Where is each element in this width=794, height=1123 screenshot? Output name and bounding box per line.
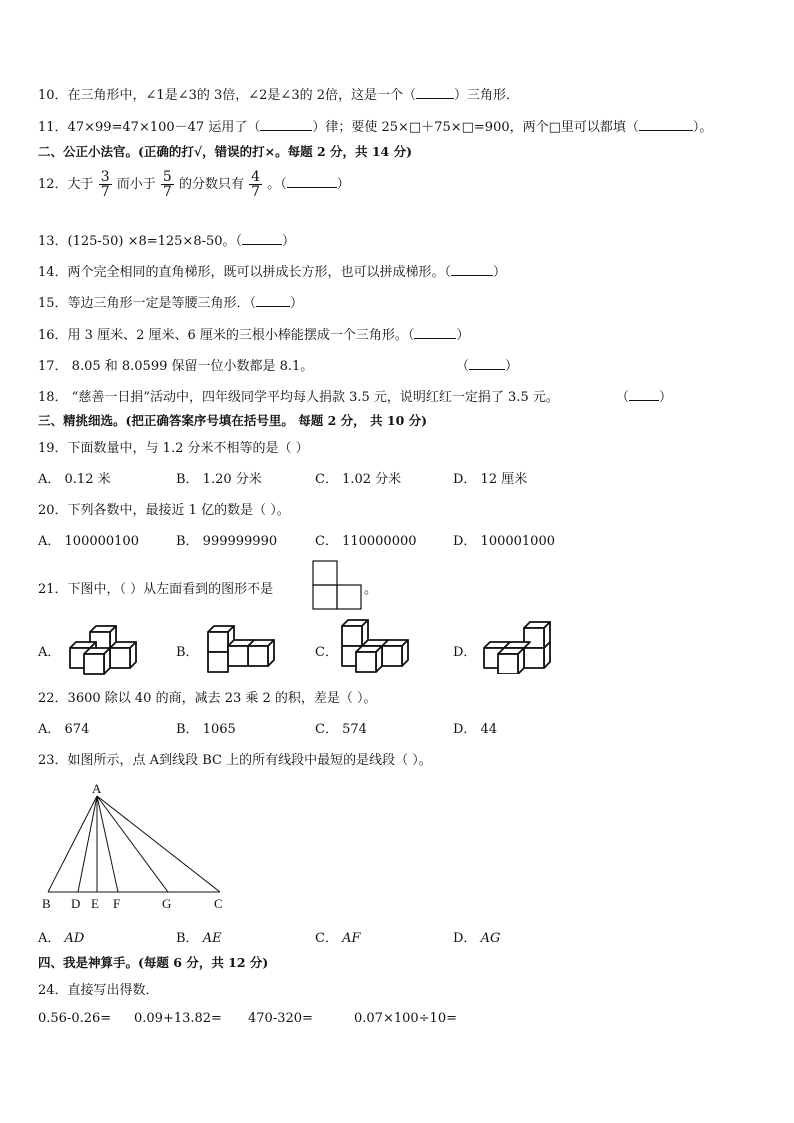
question-12: 12．大于 $\frac{3}{7}$ 而小于 $\frac{5}{7}$ 的分数只有 $\frac{4}{7}$ 。（ ） [38, 169, 350, 200]
fraction-3-7: $\frac{3}{7}$ [100, 169, 110, 200]
q23-option-b[interactable]: B． AE [176, 931, 222, 946]
calc-item[interactable]: 0.56-0.26= [38, 1011, 112, 1026]
q21-option-d[interactable]: D． [453, 645, 477, 660]
question-12-pre: 12．大于 [38, 177, 94, 192]
question-11-mid: ）律；要使 25×□＋75×□=900，两个□里可以都填（ [312, 120, 639, 135]
section-4-heading: 四、我是神算手。(每题 6 分，共 12 分) [38, 955, 269, 970]
question-15: 15．等边三角形一定是等腰三角形．（ ） [38, 296, 304, 311]
answer-blank[interactable] [416, 86, 454, 99]
question-21-suffix: 。 [364, 582, 378, 597]
q23-option-c[interactable]: C． AF [315, 931, 361, 946]
point-label-f: F [113, 896, 121, 911]
cube-figure-a[interactable] [66, 620, 142, 676]
q22-option-c[interactable]: C． 574 [315, 722, 367, 737]
question-11-text: 11．47×99=47×100－47 运用了（ [38, 120, 261, 135]
question-14-text: 14．两个完全相同的直角梯形，既可以拼成长方形，也可以拼成梯形。（ [38, 265, 452, 280]
cube-figure-c[interactable] [338, 616, 414, 676]
question-10 [38, 84, 519, 103]
question-17 [38, 355, 313, 374]
question-11-suffix: ）。 [692, 120, 713, 135]
question-18 [38, 386, 559, 405]
question-21 [38, 578, 273, 597]
question-17-answer: （ ） [456, 359, 519, 374]
triangle-figure [36, 780, 236, 912]
q20-option-b[interactable]: B． 999999990 [176, 534, 278, 549]
question-21-text: 21．下图中，（ ）从左面看到的图形不是 [38, 582, 274, 597]
question-19: 19．下面数量中，与 1.2 分米不相等的是（ ） [38, 441, 309, 456]
answer-blank[interactable] [260, 118, 312, 131]
question-12-mid2: 的分数只有 [178, 177, 244, 192]
calc-item[interactable]: 0.07×100÷10= [354, 1011, 457, 1026]
question-15-text: 15．等边三角形一定是等腰三角形．（ [38, 296, 257, 311]
q19-option-a[interactable]: A． 0.12 米 [38, 472, 111, 487]
vertex-label-a: A [92, 781, 102, 796]
point-label-g: G [162, 896, 172, 911]
question-16: 16．用 3 厘米、2 厘米、6 厘米的三根小棒能摆成一个三角形。（ ） [38, 328, 470, 343]
answer-blank[interactable] [469, 357, 505, 370]
q23-option-a[interactable]: A． AD [38, 931, 85, 946]
answer-blank[interactable] [629, 388, 659, 401]
q19-option-d[interactable]: D． 12 厘米 [453, 472, 528, 487]
question-12-suffix: 。（ [267, 177, 287, 192]
answer-blank[interactable] [451, 263, 493, 276]
question-10-suffix: ）三角形． [454, 88, 520, 103]
question-18-text: 18． “慈善一日捐”活动中，四年级同学平均每人捐款 3.5 元，说明红红一定捐了 3.5 元。 [38, 390, 559, 405]
question-10-text: 10．在三角形中，∠1是∠3的 3倍，∠2是∠3的 2倍，这是一个（ [38, 88, 417, 103]
cube-figure-d[interactable] [480, 618, 558, 674]
q19-option-b[interactable]: B． 1.20 分米 [176, 472, 262, 487]
q20-option-d[interactable]: D． 100001000 [453, 534, 555, 549]
question-23: 23．如图所示，点 A到线段 BC 上的所有线段中最短的是线段（ ）。 [38, 753, 432, 768]
fraction-5-7: $\frac{5}{7}$ [162, 169, 172, 200]
question-16-text: 16．用 3 厘米、2 厘米、6 厘米的三根小棒能摆成一个三角形。（ [38, 328, 415, 343]
answer-blank[interactable] [414, 326, 456, 339]
question-20: 20．下列各数中，最接近 1 亿的数是（ ）。 [38, 503, 290, 518]
q20-option-a[interactable]: A． 100000100 [38, 534, 139, 549]
q21-option-c[interactable]: C． [315, 645, 338, 660]
answer-blank[interactable] [287, 175, 337, 188]
q19-option-c[interactable]: C． 1.02 分米 [315, 472, 402, 487]
point-label-b: B [42, 896, 51, 911]
answer-blank[interactable] [639, 118, 693, 131]
fraction-4-7: $\frac{4}{7}$ [251, 169, 261, 200]
point-label-d: D [71, 896, 81, 911]
cube-figure-b[interactable] [204, 622, 280, 676]
q22-option-d[interactable]: D． 44 [453, 722, 498, 737]
question-13-text: 13．(125-50) ×8=125×8-50。（ [38, 234, 243, 249]
question-14: 14．两个完全相同的直角梯形，既可以拼成长方形，也可以拼成梯形。（ ） [38, 265, 507, 280]
calc-item[interactable]: 470-320= [248, 1011, 313, 1026]
section-3-heading: 三、精挑细选。(把正确答案序号填在括号里。 每题 2 分， 共 10 分) [38, 413, 428, 428]
point-label-c: C [214, 896, 223, 911]
question-13: 13．(125-50) ×8=125×8-50。（ ） [38, 234, 296, 249]
calc-item[interactable]: 0.09+13.82= [134, 1011, 222, 1026]
question-22: 22．3600 除以 40 的商，减去 23 乘 2 的积，差是（ ）。 [38, 691, 377, 706]
left-view-figure [312, 560, 364, 612]
q20-option-c[interactable]: C． 110000000 [315, 534, 417, 549]
question-24: 24．直接写出得数． [38, 983, 159, 998]
point-label-e: E [91, 896, 99, 911]
question-11 [38, 116, 712, 135]
question-17-text: 17． 8.05 和 8.0599 保留一位小数都是 8.1。 [38, 359, 314, 374]
q22-option-a[interactable]: A． 674 [38, 722, 90, 737]
q21-option-a[interactable]: A． [38, 645, 61, 660]
q22-option-b[interactable]: B． 1065 [176, 722, 236, 737]
question-18-answer: （ ） [616, 390, 673, 405]
section-2-heading: 二、公正小法官。(正确的打√，错误的打×。每题 2 分，共 14 分) [38, 144, 413, 159]
answer-blank[interactable] [242, 232, 282, 245]
q21-option-b[interactable]: B． [176, 645, 199, 660]
question-12-mid1: 而小于 [116, 177, 156, 192]
q23-option-d[interactable]: D． AG [453, 931, 501, 946]
answer-blank[interactable] [256, 294, 290, 307]
